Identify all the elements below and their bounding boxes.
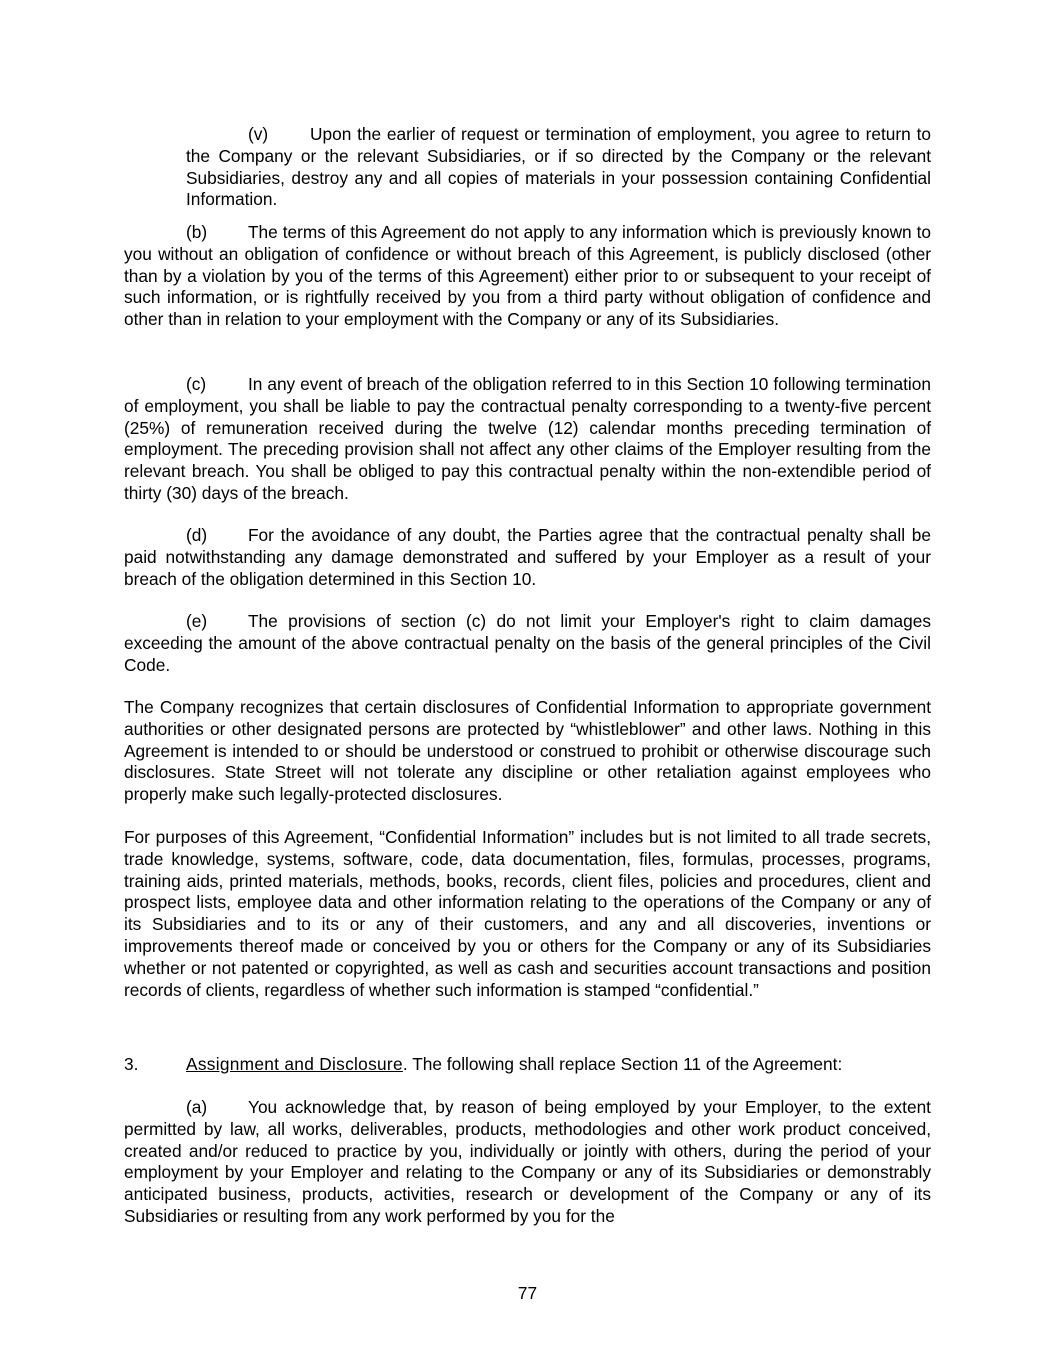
- paragraph-a: [124, 1097, 931, 1228]
- paragraph-confidential-definition: For purposes of this Agreement, “Confidential Information” includes but is not limited to all trade secrets, trade knowledge, systems, software, code, data documentation, files, formulas, processes, programs, training aids, printed materials, methods, books, records, client files, policies and procedures, client and prospect lists, employee data and other information relating to the operations of the Company or any of its Subsidiaries and to its or any of their customers, and any and all discoveries, inventions or improvements thereof made or conceived by you or others for the Company or any of its Subsidiaries whether or not patented or copyrighted, as well as cash and securities account transactions and position records of clients, regardless of whether such information is stamped “confidential.”: [124, 827, 931, 1000]
- paragraph-v: [186, 124, 931, 211]
- paragraph-label: (b): [186, 222, 208, 242]
- paragraph-text: The provisions of section (c) do not limit your Employer's right to claim damages exceeding the amount of the above contractual penalty on the basis of the general principles of the Civil Code.: [124, 611, 931, 675]
- paragraph-text: For the avoidance of any doubt, the Parties agree that the contractual penalty shall be paid notwithstanding any damage demonstrated and suffered by your Employer as a result of your breach of the obligation determined in this Section 10.: [124, 525, 931, 589]
- section-intro-text: . The following shall replace Section 11 of the Agreement:: [402, 1054, 843, 1074]
- paragraph-d: [124, 525, 931, 590]
- paragraph-text: You acknowledge that, by reason of being employed by your Employer, to the extent permitted by law, all works, deliverables, products, methodologies and other work product conceived, created and/or reduced to practice by you, individually or jointly with others, during the period of your employment by your Employer and relating to the Company or any of its Subsidiaries or demonstrably anticipated business, products, activities, research or development of the Company or any of its Subsidiaries or resulting from any work performed by you for the: [124, 1097, 931, 1226]
- paragraph-label: (v): [248, 124, 269, 144]
- paragraph-text: Upon the earlier of request or termination of employment, you agree to return to the Company or the relevant Subsidiaries, or if so directed by the Company or the relevant Subsidiaries, destroy any and all copies of materials in your possession containing Confidential Information.: [186, 124, 931, 210]
- section-3-heading: [124, 1054, 931, 1076]
- paragraph-whistleblower: The Company recognizes that certain disclosures of Confidential Information to appropriate government authorities or other designated persons are protected by “whistleblower” and other laws. Nothing in this Agreement is intended to or should be understood or construed to prohibit or otherwise discourage such disclosures. State Street will not tolerate any discipline or other retaliation against employees who properly make such legally-protected disclosures.: [124, 697, 931, 805]
- page-number: 77: [517, 1283, 538, 1303]
- paragraph-label: (c): [186, 374, 207, 394]
- paragraph-text: The terms of this Agreement do not apply to any information which is previously known to you without an obligation of confidence or without breach of this Agreement, is publicly disclosed (other than by a violation by you of the terms of this Agreement) either prior to or subsequent to your receipt of such information, or is rightfully received by you from a third party without obligation of confidence and other than in relation to your employment with the Company or any of its Subsidiaries.: [124, 222, 931, 330]
- paragraph-c: [124, 374, 931, 505]
- paragraph-label: (d): [186, 525, 208, 545]
- paragraph-e: [124, 611, 931, 676]
- section-title: Assignment and Disclosure: [186, 1054, 403, 1074]
- paragraph-text: In any event of breach of the obligation referred to in this Section 10 following termination of employment, you shall be liable to pay the contractual penalty corresponding to a twenty-five percent (25%) of remuneration received during the twelve (12) calendar months preceding termination of employment. The preceding provision shall not affect any other claims of the Employer resulting from the relevant breach. You shall be obliged to pay this contractual penalty within the non-extendible period of thirty (30) days of the breach.: [124, 374, 931, 503]
- paragraph-label: (e): [186, 611, 208, 631]
- paragraph-b: [124, 222, 931, 331]
- section-number: 3.: [124, 1054, 139, 1074]
- paragraph-label: (a): [186, 1097, 208, 1117]
